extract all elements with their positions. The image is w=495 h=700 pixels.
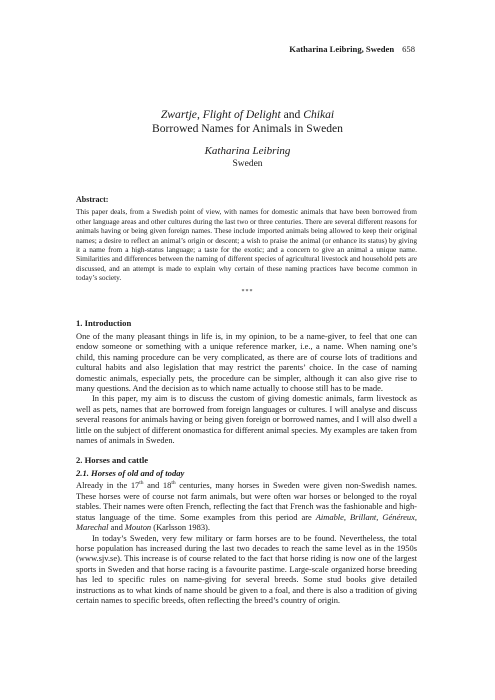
author-country: Sweden <box>232 159 263 169</box>
paragraph: In today’s Sweden, very few military or farm horses are to be found. Nevertheless, the total horse population has increased during the last two decades to reach the same level as in the 1950s (www.sjv.se). This increase is of course related to the fact that horse riding is now one of the largest sports in Sweden and that horse racing is a favourite pastime. Large-scale organized horse breeding has led to specific rules on name-giving for several breeds. Some stud books give detailed instructions as to what kinds of name should be given to a foal, and there is also a tradition of giving certain names to specific breeds, often reflecting the breed’s country of origin. <box>76 532 417 605</box>
paper-title-line2: Borrowed Names for Animals in Sweden <box>152 122 343 135</box>
paper-title-line1 <box>0 108 495 122</box>
page-number: 658 <box>402 44 415 54</box>
title-name-zwartje: Zwartje <box>160 108 197 121</box>
title-name-chikai: Chikai <box>303 108 335 121</box>
section-heading-introduction: 1. Introduction <box>76 318 132 328</box>
title-name-flight: Flight of Delight <box>202 108 281 121</box>
section-separator: *** <box>241 289 254 295</box>
title-block <box>0 108 495 170</box>
abstract-heading: Abstract: <box>76 195 109 204</box>
title-sep: and <box>280 108 304 121</box>
title-sep: , <box>196 108 203 121</box>
paragraph: One of the many pleasant things in life is, in my opinion, to be a name-giver, to feel that one can endow someone or something with a unique reference marker, i.e., a name. When naming one’s child, this naming procedure can be very complicated, as there are of course lots of traditions and cultural habits and also legislation that may restrict the parents’ choice. In the case of naming domestic animals, especially pets, the procedure can be simpler, although it can also give rise to many questions. And the decision as to which name actually to choose still has to be made. <box>76 331 417 394</box>
running-header <box>289 44 415 54</box>
header-author: Katharina Leibring, Sweden <box>289 44 395 54</box>
subsection-heading-horses: 2.1. Horses of old and of today <box>76 468 185 479</box>
paragraph: Already in the 17th and 18th centuries, many horses in Sweden were given non-Swedish names. These horses were of course not farm animals, but were often war horses or belonged to the royal stables. Their names were often French, reflecting the fact that French was the fashionable and high-status language of the time. Some examples from this period are Aimable, Brillant, Généreux, Marechal and Mouton (Karlsson 1983). <box>76 480 417 533</box>
abstract-text: This paper deals, from a Swedish point of view, with names for domestic animals that have been borrowed from other language areas and other cultures during the last two or three centuries. There are several different reasons for animals having or being given foreign names. These include imported animals being allowed to keep their original names; a desire to reflect an animal’s origin or descent; a wish to praise the animal (or enhance its status) by giving it a name from a high-status language; a taste for the exotic; and a concern to give an animal a unique name. Similarities and differences between the naming of different species of agricultural livestock and household pets are discussed, and an attempt is made to explain why certain of these naming practices have become common in today’s society. <box>76 207 417 283</box>
paragraph: In this paper, my aim is to discuss the custom of giving domestic animals, farm livestock as well as pets, names that are borrowed from foreign languages or cultures. I will analyse and discuss several reasons for animals having or being given foreign or borrowed names, and I will also dwell a little on the subject of different onomastica for different animal species. My examples are taken from names of animals in Sweden. <box>76 393 417 446</box>
abstract <box>76 195 417 283</box>
section-heading-horses-cattle: 2. Horses and cattle <box>76 455 149 466</box>
body-text <box>76 318 417 605</box>
author-name: Katharina Leibring <box>204 145 291 157</box>
